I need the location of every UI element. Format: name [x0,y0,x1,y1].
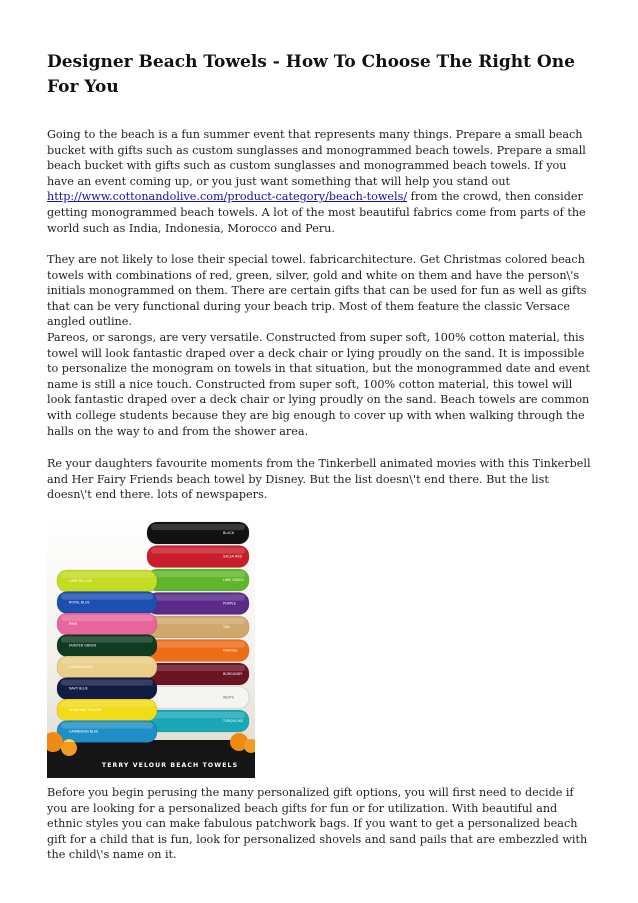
paragraph-1-text-b: from the crowd, then consider getting monogrammed beach towels. A lot of the most beautiful fabrics come from parts of the world such as India, Indonesia, Morocco and Peru. [47,190,586,235]
article-title: Designer Beach Towels - How To Choose The Right One For You [47,52,575,97]
towel-label: ORANGE [223,648,238,653]
paragraph-1-text-a: Going to the beach is a fun summer event that represents many things. Prepare a small beach bucket with gifts such as custom sunglasses and monogrammed beach towels. Prepare a small beach bucket with gifts such as custom sunglasses and monogrammed beach towels. If you have an event coming up, or you just want something that will help you stand out [47,128,586,188]
towel-label: CARIBBEAN BLUE [69,729,99,734]
towel-label: ROYAL BLUE [69,600,90,605]
towel-black [147,522,249,544]
towel-hunter-green [57,635,157,657]
towel-white [147,687,249,709]
towel-tan [147,616,249,638]
towel-label: PURPLE [223,601,236,606]
towel-label: WHITE [223,695,235,700]
towel-label: LIME YELLOW [69,579,92,584]
caption-bar [47,740,255,778]
towel-pink [57,613,157,635]
beach-towels-image [47,516,255,778]
towel-label: SUNSHINE YELLOW [69,708,102,713]
towel-lime-yellow [57,570,157,592]
towel-caribbean-blue [57,721,157,743]
paragraph-2: They are not likely to lose their special towel. fabricarchitecture. Get Christmas colored beach towels with combinations of red, green, silver, gold and white on them and have the person\'s initials monogrammed on them. There are certain gifts that can be used for fun as well as gifts that can be very functional during your beach trip. Most of them feature the classic Versace angled outline. [47,253,587,329]
towel-sunshine-yellow [57,699,157,721]
paragraph-1 [47,127,595,236]
towel-label: TAN [223,625,230,630]
towel-salsa-red [147,546,249,568]
beach-towels-link[interactable]: http://www.cottonandolive.com/product-category/beach-towels/ [47,190,408,204]
towel-turquoise [147,710,249,732]
towel-label: BURGUNDY [223,672,243,677]
paragraph-3: Pareos, or sarongs, are very versatile. Constructed from super soft, 100% cotton material, this towel will look fantastic draped over a deck chair or lying proudly on the sand. It is impossible to personalize the monogram on towels in that situation, but the monogrammed date and event name is still a nice touch. Constructed from super soft, 100% cotton material, this towel will look fantastic draped over a deck chair or lying proudly on the sand. Beach towels are common with college students because they are big enough to cover up with when walking through the halls on the way to and from the shower area. [47,331,591,438]
towel-label: TURQUOISE [223,719,244,724]
towel-lime-green [147,569,249,591]
towel-burgundy [147,663,249,685]
paragraph-5: Before you begin perusing the many personalized gift options, you will first need to decide if you are looking for a personalized beach gifts for fun or for utilization. With beautiful and ethnic styles you can make fabulous patchwork bags. If you want to get a personalized beach gift for a child that is fun, look for personalized shovels and sand pails that are embezzled with the child\'s name on it. [47,786,588,862]
towel-label: BLACK [223,531,235,536]
right-towel-stack [147,522,249,732]
towel-navy-blue [57,678,157,700]
towel-label: PINK [69,622,77,627]
towel-purple [147,593,249,615]
image-caption: TERRY VELOUR BEACH TOWELS [101,762,239,769]
towel-orange [147,640,249,662]
towel-label: SALSA RED [223,554,243,559]
towel-stack-illustration [47,516,255,778]
towel-label: NAVY BLUE [69,686,88,691]
towel-candlelight [57,656,157,678]
paragraph-4: Re your daughters favourite moments from the Tinkerbell animated movies with this Tinkerbell and Her Fairy Friends beach towel by Disney. But the list doesn\'t end there. But the list doesn\'t end there. lots of newspapers. [47,457,591,502]
towel-royal-blue [57,592,157,614]
towel-label: LIME GREEN [223,578,244,583]
towel-label: CANDLELIGHT [69,665,94,670]
towel-label: HUNTER GREEN [69,643,97,648]
left-towel-stack [57,570,157,743]
